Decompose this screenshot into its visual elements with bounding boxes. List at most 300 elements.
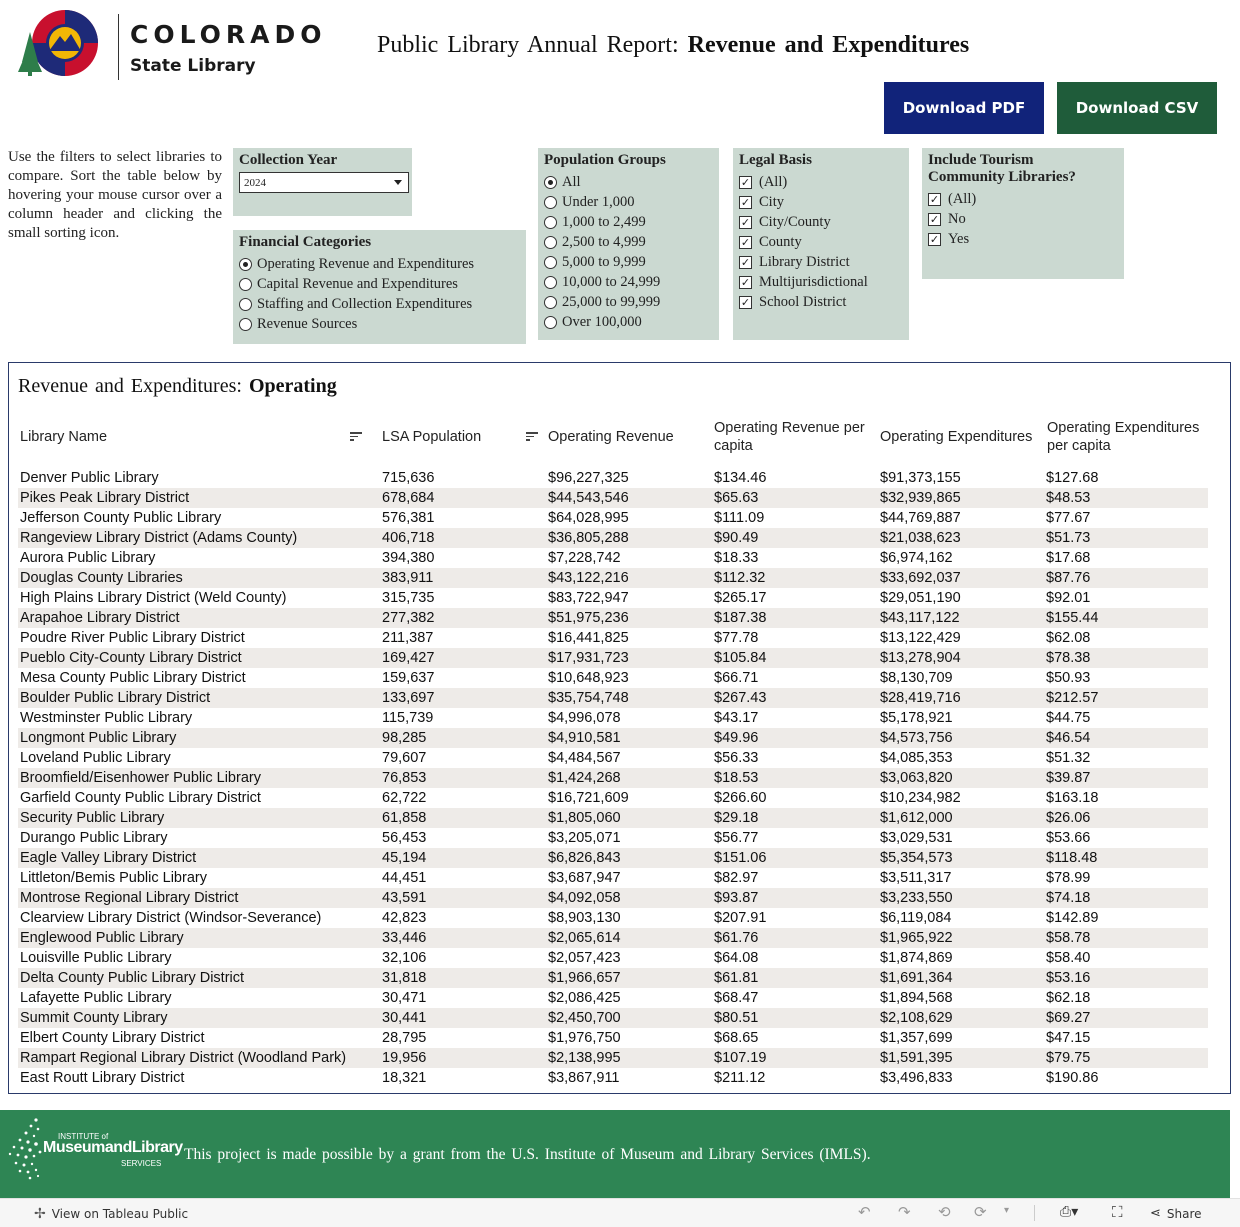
cell-operating-expenditures: $21,038,623: [880, 530, 961, 546]
option-label: City/County: [759, 213, 831, 230]
cell-library-name: East Routt Library District: [20, 1070, 185, 1086]
cell-operating-revenue-per-capita: $93.87: [714, 890, 759, 906]
table-row: [18, 568, 1208, 588]
cell-operating-expenditures-per-capita: $51.73: [1046, 530, 1091, 546]
cell-operating-revenue: $83,722,947: [548, 590, 629, 606]
table-row: [18, 868, 1208, 888]
cell-operating-revenue-per-capita: $80.51: [714, 1010, 759, 1026]
radio-option-capital[interactable]: [239, 274, 520, 294]
cell-operating-expenditures-per-capita: $127.68: [1046, 470, 1099, 486]
table-row: [18, 1028, 1208, 1048]
table-row: [18, 688, 1208, 708]
cell-operating-expenditures-per-capita: $44.75: [1046, 710, 1091, 726]
undo-icon[interactable]: ↶: [858, 1203, 871, 1221]
cell-operating-revenue-per-capita: $18.53: [714, 770, 759, 786]
cell-operating-expenditures: $5,354,573: [880, 850, 953, 866]
chevron-down-icon[interactable]: ▾: [1004, 1205, 1010, 1216]
radio-option-25000-99999[interactable]: [544, 292, 713, 312]
option-label: No: [948, 210, 966, 227]
checkbox-tourism-all[interactable]: [928, 189, 1118, 209]
radio-option-5000-9999[interactable]: [544, 252, 713, 272]
column-header-operating-expenditures-per-capita[interactable]: Operating Expenditures per capita: [1047, 420, 1200, 454]
cell-operating-expenditures: $4,573,756: [880, 730, 953, 746]
cell-operating-expenditures-per-capita: $190.86: [1046, 1070, 1099, 1086]
cell-operating-expenditures-per-capita: $77.67: [1046, 510, 1091, 526]
cell-library-name: Clearview Library District (Windsor-Severance): [20, 910, 322, 926]
table-row: [18, 1008, 1208, 1028]
cell-operating-revenue-per-capita: $68.47: [714, 990, 759, 1006]
option-label: Staffing and Collection Expenditures: [257, 295, 473, 312]
cell-operating-expenditures: $10,234,982: [880, 790, 961, 806]
option-label: Over 100,000: [562, 313, 642, 330]
cell-operating-expenditures: $1,612,000: [880, 810, 953, 826]
cell-library-name: Pikes Peak Library District: [20, 490, 190, 506]
option-label: Revenue Sources: [257, 315, 358, 332]
cell-lsa-population: 115,739: [382, 710, 434, 726]
option-label: County: [759, 233, 802, 250]
checkbox-checked-icon: ✓: [740, 175, 751, 189]
cell-lsa-population: 277,382: [382, 610, 435, 626]
cell-operating-revenue: $1,424,268: [548, 770, 621, 786]
view-on-tableau-link[interactable]: [34, 1206, 188, 1222]
cell-operating-expenditures-per-capita: $78.38: [1046, 650, 1091, 666]
cell-library-name: Louisville Public Library: [20, 950, 172, 966]
population-groups-filter: [538, 148, 719, 340]
cell-operating-revenue-per-capita: $105.84: [714, 650, 767, 666]
table-row: [18, 768, 1208, 788]
cell-operating-revenue: $2,138,995: [548, 1050, 621, 1066]
cell-operating-expenditures-per-capita: $163.18: [1046, 790, 1099, 806]
collection-year-title: Collection Year: [239, 152, 338, 168]
cell-operating-revenue: $3,687,947: [548, 870, 621, 886]
cell-operating-expenditures-per-capita: $17.68: [1046, 550, 1091, 566]
cell-operating-expenditures-per-capita: $79.75: [1046, 1050, 1091, 1066]
cell-operating-expenditures-per-capita: $50.93: [1046, 670, 1091, 686]
radio-option-operating[interactable]: [239, 254, 520, 274]
checkbox-checked-icon: ✓: [929, 192, 940, 206]
cell-operating-revenue: $43,122,216: [548, 570, 629, 586]
cell-lsa-population: 31,818: [382, 970, 427, 986]
page-title-plain: Public Library Annual Report:: [377, 32, 688, 58]
cell-operating-revenue: $3,205,071: [548, 830, 621, 846]
cell-operating-revenue: $35,754,748: [548, 690, 629, 706]
tourism-title-line1: Include Tourism: [928, 152, 1034, 168]
download-csv-button[interactable]: Download CSV: [1057, 82, 1217, 134]
legal-basis-filter: [733, 148, 909, 340]
column-header-operating-revenue-per-capita[interactable]: Operating Revenue per capita: [714, 420, 865, 454]
tourism-filter: [922, 148, 1124, 279]
cell-operating-revenue-per-capita: $266.60: [714, 790, 767, 806]
cell-operating-expenditures: $3,029,531: [880, 830, 953, 846]
collection-year-dropdown[interactable]: [239, 172, 409, 193]
checkbox-checked-icon: ✓: [740, 255, 751, 269]
option-label: Library District: [759, 253, 850, 270]
cell-operating-expenditures-per-capita: $62.18: [1046, 990, 1091, 1006]
table-row: [18, 608, 1208, 628]
column-header-operating-expenditures[interactable]: Operating Expenditures: [880, 429, 1033, 445]
radio-icon: [239, 318, 252, 331]
table-row: [18, 888, 1208, 908]
cell-operating-revenue: $2,057,423: [548, 950, 621, 966]
column-header-library-name[interactable]: Library Name: [20, 429, 108, 445]
cell-operating-revenue-per-capita: $49.96: [714, 730, 759, 746]
cell-library-name: Security Public Library: [20, 810, 165, 826]
cell-operating-expenditures: $32,939,865: [880, 490, 961, 506]
radio-icon: [544, 216, 557, 229]
cell-lsa-population: 79,607: [382, 750, 427, 766]
cell-operating-revenue: $8,903,130: [548, 910, 621, 926]
cell-library-name: High Plains Library District (Weld County): [20, 590, 287, 606]
table-title-plain: Revenue and Expenditures:: [18, 375, 249, 397]
cell-library-name: Douglas County Libraries: [20, 570, 183, 586]
cell-operating-revenue: $4,092,058: [548, 890, 621, 906]
table-row: [18, 788, 1208, 808]
option-label: (All): [948, 190, 977, 207]
cell-operating-expenditures: $3,233,550: [880, 890, 953, 906]
cell-operating-expenditures-per-capita: $46.54: [1046, 730, 1091, 746]
cell-operating-expenditures-per-capita: $47.15: [1046, 1030, 1091, 1046]
population-groups-title: Population Groups: [544, 152, 666, 168]
cell-operating-expenditures-per-capita: $87.76: [1046, 570, 1091, 586]
table-row: [18, 1048, 1208, 1068]
cell-library-name: Jefferson County Public Library: [20, 510, 222, 526]
radio-icon: [544, 276, 557, 289]
cell-library-name: Rampart Regional Library District (Woodland Park): [20, 1050, 347, 1066]
cell-lsa-population: 62,722: [382, 790, 427, 806]
cell-operating-revenue: $4,484,567: [548, 750, 621, 766]
cell-operating-revenue: $2,086,425: [548, 990, 621, 1006]
page-title-bold: Revenue and Expenditures: [687, 32, 970, 58]
cell-library-name: Denver Public Library: [20, 470, 159, 486]
radio-option-10000-24999[interactable]: [544, 272, 713, 292]
cell-operating-revenue: $96,227,325: [548, 470, 629, 486]
cell-operating-revenue: $44,543,546: [548, 490, 629, 506]
cell-library-name: Aurora Public Library: [20, 550, 156, 566]
cell-operating-expenditures: $1,357,699: [880, 1030, 953, 1046]
cell-operating-revenue-per-capita: $61.81: [714, 970, 759, 986]
chevron-down-icon: [394, 180, 402, 185]
cell-operating-revenue-per-capita: $18.33: [714, 550, 759, 566]
imls-institute-text: INSTITUTE of: [58, 1132, 109, 1141]
option-label: 5,000 to 9,999: [562, 253, 646, 270]
cell-operating-expenditures-per-capita: $58.40: [1046, 950, 1091, 966]
cell-operating-expenditures: $3,511,317: [880, 870, 952, 886]
fullscreen-icon[interactable]: ⛶: [1112, 1203, 1123, 1221]
checkbox-library-district[interactable]: [739, 252, 903, 272]
checkbox-school-district[interactable]: [739, 292, 903, 312]
cell-operating-revenue: $7,228,742: [548, 550, 621, 566]
cell-library-name: Poudre River Public Library District: [20, 630, 245, 646]
cell-lsa-population: 42,823: [382, 910, 427, 926]
cell-operating-revenue-per-capita: $107.19: [714, 1050, 767, 1066]
cell-operating-revenue: $64,028,995: [548, 510, 629, 526]
table-row: [18, 848, 1208, 868]
cell-operating-revenue-per-capita: $207.91: [714, 910, 767, 926]
cell-operating-expenditures-per-capita: $51.32: [1046, 750, 1091, 766]
table-title-bold: Operating: [248, 375, 337, 397]
option-label: Under 1,000: [562, 193, 635, 210]
cell-library-name: Arapahoe Library District: [20, 610, 180, 626]
table-row: [18, 968, 1208, 988]
checkbox-all[interactable]: [739, 172, 903, 192]
table-row: [18, 828, 1208, 848]
cell-lsa-population: 30,441: [382, 1010, 427, 1026]
checkbox-checked-icon: ✓: [740, 295, 751, 309]
cell-operating-revenue-per-capita: $43.17: [714, 710, 759, 726]
table-row: [18, 988, 1208, 1008]
option-label: 25,000 to 99,999: [562, 293, 661, 310]
cell-library-name: Garfield County Public Library District: [20, 790, 261, 806]
imls-name-text: MuseumandLibrary: [43, 1139, 183, 1156]
checkbox-checked-icon: ✓: [740, 275, 751, 289]
cell-operating-expenditures-per-capita: $58.78: [1046, 930, 1091, 946]
cell-operating-revenue-per-capita: $66.71: [714, 670, 759, 686]
table-row: [18, 508, 1208, 528]
table-row: [18, 548, 1208, 568]
table-row: [18, 1068, 1208, 1088]
cell-library-name: Broomfield/Eisenhower Public Library: [20, 770, 261, 786]
radio-icon: [544, 256, 557, 269]
footer-banner: [0, 1110, 1230, 1198]
cell-operating-expenditures-per-capita: $39.87: [1046, 770, 1091, 786]
option-label: Capital Revenue and Expenditures: [257, 275, 458, 292]
table-row: [18, 808, 1208, 828]
cell-library-name: Montrose Regional Library District: [20, 890, 239, 906]
cell-operating-revenue-per-capita: $90.49: [714, 530, 759, 546]
checkbox-checked-icon: ✓: [740, 215, 751, 229]
cell-library-name: Boulder Public Library District: [20, 690, 211, 706]
radio-icon: [239, 298, 252, 311]
cell-lsa-population: 678,684: [382, 490, 435, 506]
cell-operating-revenue-per-capita: $82.97: [714, 870, 759, 886]
checkbox-tourism-no[interactable]: [928, 209, 1118, 229]
cell-operating-expenditures: $3,063,820: [880, 770, 953, 786]
collection-year-value: 2024: [244, 176, 266, 189]
cell-library-name: Elbert County Library District: [20, 1030, 205, 1046]
radio-option-under-1000[interactable]: [544, 192, 713, 212]
sort-icon[interactable]: [350, 432, 362, 442]
cell-operating-revenue: $10,648,923: [548, 670, 629, 686]
radio-option-all[interactable]: [544, 172, 713, 192]
radio-option-1000-2499[interactable]: [544, 212, 713, 232]
cell-operating-revenue-per-capita: $134.46: [714, 470, 767, 486]
table-row: [18, 488, 1208, 508]
option-label: Yes: [948, 230, 970, 247]
logo-divider: [118, 14, 119, 80]
option-label: Operating Revenue and Expenditures: [257, 255, 475, 272]
cell-operating-expenditures-per-capita: $142.89: [1046, 910, 1099, 926]
cell-lsa-population: 383,911: [382, 570, 434, 586]
cell-lsa-population: 19,956: [382, 1050, 427, 1066]
table-panel: [8, 362, 1231, 1094]
radio-option-2500-4999[interactable]: [544, 232, 713, 252]
colorado-flag-icon: [8, 6, 112, 82]
table-row: [18, 668, 1208, 688]
financial-categories-filter: [233, 230, 526, 344]
cell-operating-expenditures: $1,874,869: [880, 950, 953, 966]
table-row: [18, 528, 1208, 548]
table-row: [18, 908, 1208, 928]
cell-lsa-population: 98,285: [382, 730, 427, 746]
cell-operating-revenue-per-capita: $56.77: [714, 830, 759, 846]
radio-option-revenue-sources[interactable]: [239, 314, 520, 334]
cell-lsa-population: 76,853: [382, 770, 427, 786]
cell-lsa-population: 159,637: [382, 670, 435, 686]
cell-operating-revenue-per-capita: $111.09: [714, 510, 765, 526]
cell-lsa-population: 56,453: [382, 830, 427, 846]
cell-library-name: Pueblo City-County Library District: [20, 650, 242, 666]
cell-operating-revenue: $36,805,288: [548, 530, 629, 546]
table-row: [18, 748, 1208, 768]
radio-icon: [239, 278, 252, 291]
cell-operating-expenditures-per-capita: $53.16: [1046, 970, 1091, 986]
cell-library-name: Englewood Public Library: [20, 930, 184, 946]
view-on-tableau-label: View on Tableau Public: [51, 1207, 189, 1221]
cell-operating-expenditures: $4,085,353: [880, 750, 953, 766]
cell-lsa-population: 169,427: [382, 650, 435, 666]
option-label: (All): [759, 173, 788, 190]
column-header-lsa-population[interactable]: LSA Population: [382, 429, 482, 445]
refresh-icon[interactable]: ⟳: [974, 1203, 987, 1221]
cell-library-name: Longmont Public Library: [20, 730, 177, 746]
cell-operating-expenditures: $29,051,190: [880, 590, 961, 606]
radio-option-staffing[interactable]: [239, 294, 520, 314]
colorado-state-library-logo: [8, 6, 338, 82]
cell-operating-expenditures: $1,965,922: [880, 930, 953, 946]
cell-operating-expenditures: $8,130,709: [880, 670, 953, 686]
cell-lsa-population: 45,194: [382, 850, 427, 866]
table-row: [18, 728, 1208, 748]
share-icon: ⋖: [1150, 1206, 1161, 1221]
tableau-logo-icon: ✢: [34, 1206, 46, 1222]
imls-logo: [6, 1114, 181, 1182]
column-header-operating-revenue[interactable]: Operating Revenue: [548, 429, 674, 445]
collection-year-filter: [233, 148, 412, 216]
cell-operating-revenue-per-capita: $61.76: [714, 930, 759, 946]
table-body: [18, 468, 1208, 1088]
cell-operating-revenue: $16,721,609: [548, 790, 629, 806]
cell-operating-expenditures-per-capita: $48.53: [1046, 490, 1091, 506]
sort-icon[interactable]: [526, 432, 538, 442]
share-label: Share: [1166, 1206, 1202, 1221]
cell-operating-expenditures: $3,496,833: [880, 1070, 953, 1086]
imls-starburst-icon: [6, 1114, 46, 1182]
cell-operating-revenue: $51,975,236: [548, 610, 629, 626]
radio-icon: [544, 316, 557, 329]
cell-operating-revenue: $1,805,060: [548, 810, 621, 826]
cell-lsa-population: 30,471: [382, 990, 427, 1006]
checkbox-checked-icon: ✓: [740, 195, 751, 209]
cell-operating-revenue: $1,976,750: [548, 1030, 621, 1046]
radio-option-over-100000[interactable]: [544, 312, 713, 332]
cell-lsa-population: 315,735: [382, 590, 435, 606]
logo-colorado-text: COLORADO: [130, 20, 327, 49]
cell-operating-revenue-per-capita: $151.06: [714, 850, 767, 866]
cell-operating-expenditures-per-capita: $155.44: [1046, 610, 1099, 626]
cell-library-name: Delta County Public Library District: [20, 970, 245, 986]
radio-icon: [544, 296, 557, 309]
imls-services-text: SERVICES: [121, 1159, 162, 1168]
tableau-toolbar: [0, 1198, 1240, 1227]
redo-icon[interactable]: ↷: [898, 1203, 911, 1221]
cell-library-name: Mesa County Public Library District: [20, 670, 246, 686]
cell-operating-expenditures: $91,373,155: [880, 470, 961, 486]
checkbox-tourism-yes[interactable]: [928, 229, 1118, 249]
cell-library-name: Loveland Public Library: [20, 750, 171, 766]
cell-operating-revenue-per-capita: $56.33: [714, 750, 759, 766]
option-label: 2,500 to 4,999: [562, 233, 646, 250]
cell-lsa-population: 211,387: [382, 630, 434, 646]
option-label: School District: [759, 293, 847, 310]
checkbox-checked-icon: ✓: [740, 235, 751, 249]
checkbox-city-county[interactable]: [739, 212, 903, 232]
cell-operating-expenditures: $13,278,904: [880, 650, 961, 666]
cell-operating-revenue-per-capita: $64.08: [714, 950, 759, 966]
cell-library-name: Littleton/Bemis Public Library: [20, 870, 207, 886]
radio-selected-icon: [239, 258, 252, 271]
share-button[interactable]: [1150, 1206, 1202, 1221]
cell-operating-revenue: $3,867,911: [548, 1070, 620, 1086]
cell-operating-expenditures-per-capita: $212.57: [1046, 690, 1099, 706]
cell-operating-expenditures-per-capita: $62.08: [1046, 630, 1091, 646]
cell-lsa-population: 28,795: [382, 1030, 427, 1046]
cell-lsa-population: 61,858: [382, 810, 427, 826]
cell-operating-expenditures-per-capita: $118.48: [1046, 850, 1098, 866]
cell-operating-expenditures-per-capita: $53.66: [1046, 830, 1091, 846]
download-pdf-button[interactable]: Download PDF: [884, 82, 1044, 134]
grant-text: This project is made possible by a grant from the U.S. Institute of Museum and Library Services (IMLS).: [184, 1146, 871, 1163]
table-row: [18, 468, 1208, 488]
cell-operating-expenditures: $5,178,921: [880, 710, 953, 726]
cell-operating-revenue: $2,450,700: [548, 1010, 621, 1026]
cell-operating-expenditures-per-capita: $74.18: [1046, 890, 1091, 906]
cell-operating-revenue: $6,826,843: [548, 850, 621, 866]
page-title: [377, 32, 969, 59]
revert-icon[interactable]: ⟲: [938, 1203, 951, 1221]
table-row: [18, 708, 1208, 728]
checkbox-checked-icon: ✓: [929, 232, 940, 246]
cell-lsa-population: 406,718: [382, 530, 435, 546]
logo-state-library-text: State Library: [130, 56, 256, 76]
cell-operating-revenue-per-capita: $265.17: [714, 590, 767, 606]
checkbox-checked-icon: ✓: [929, 212, 940, 226]
cell-operating-revenue-per-capita: $77.78: [714, 630, 759, 646]
checkbox-city[interactable]: [739, 192, 903, 212]
download-icon[interactable]: ⎙▾: [1060, 1204, 1079, 1220]
table-row: [18, 928, 1208, 948]
cell-operating-revenue: $2,065,614: [548, 930, 621, 946]
cell-operating-revenue-per-capita: $112.32: [714, 570, 766, 586]
radio-icon: [544, 196, 557, 209]
table-row: [18, 588, 1208, 608]
table-row: [18, 948, 1208, 968]
cell-operating-expenditures: $44,769,887: [880, 510, 961, 526]
cell-operating-expenditures: $33,692,037: [880, 570, 961, 586]
cell-operating-expenditures-per-capita: $78.99: [1046, 870, 1091, 886]
cell-operating-expenditures: $1,691,364: [880, 970, 953, 986]
cell-operating-revenue: $4,910,581: [548, 730, 621, 746]
table-row: [18, 648, 1208, 668]
checkbox-county[interactable]: [739, 232, 903, 252]
cell-lsa-population: 44,451: [382, 870, 427, 886]
checkbox-multijurisdictional[interactable]: [739, 272, 903, 292]
cell-library-name: Lafayette Public Library: [20, 990, 172, 1006]
cell-operating-revenue-per-capita: $211.12: [714, 1070, 766, 1086]
cell-lsa-population: 33,446: [382, 930, 427, 946]
cell-operating-revenue-per-capita: $29.18: [714, 810, 759, 826]
cell-library-name: Eagle Valley Library District: [20, 850, 197, 866]
cell-lsa-population: 576,381: [382, 510, 435, 526]
